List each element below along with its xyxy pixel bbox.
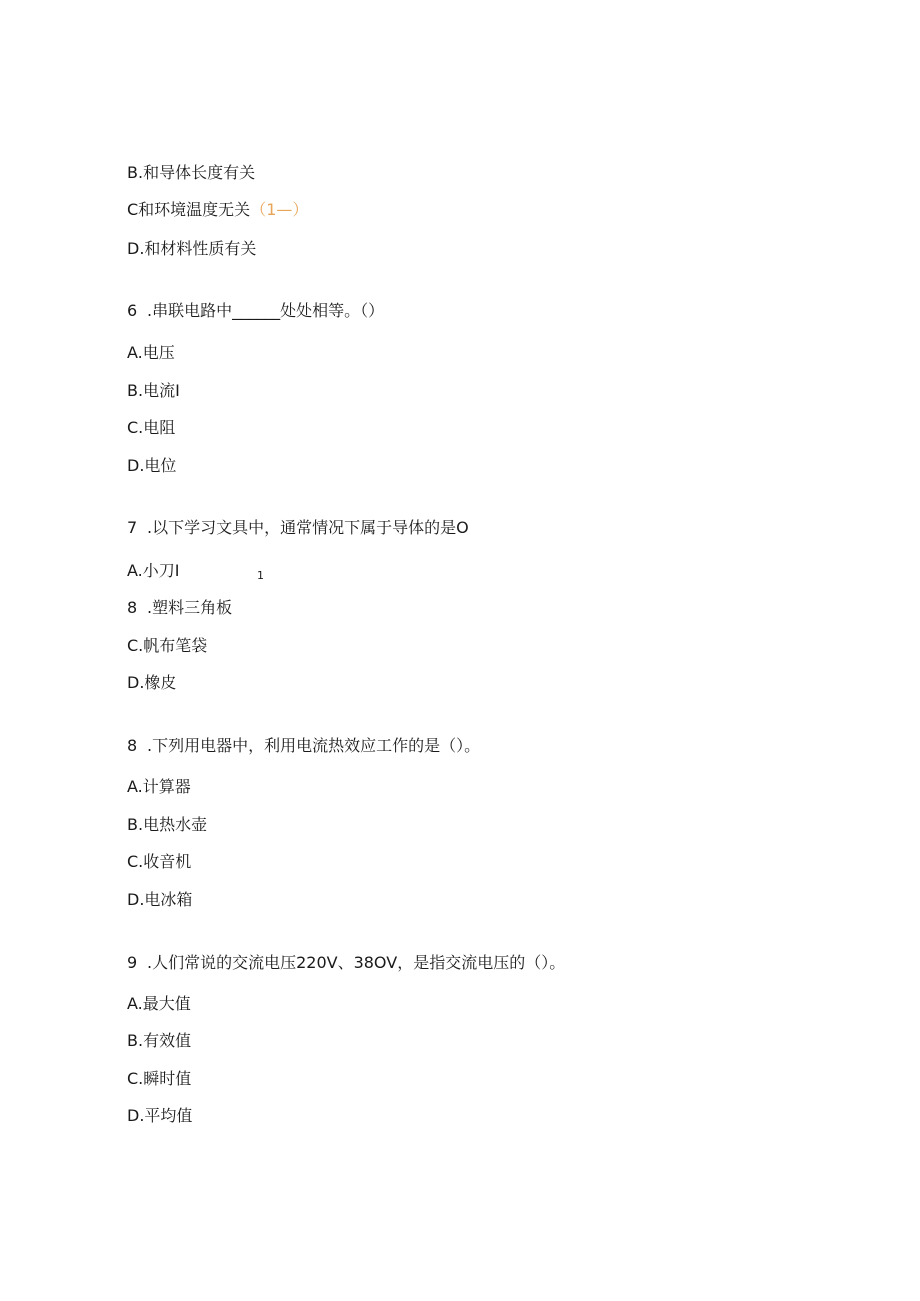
q5-option-d: [127, 239, 256, 259]
option-text: C.电阻: [127, 418, 176, 437]
question-text: .下列用电器中，利用电流热效应工作的是（）。: [147, 736, 481, 755]
option-text: B.电流I: [127, 381, 180, 400]
q6-option-a: [127, 343, 175, 363]
option-number: 8: [127, 598, 138, 617]
question-number: 7: [127, 518, 138, 537]
option-text: D.和材料性质有关: [127, 239, 257, 258]
question-number: 8: [127, 736, 138, 755]
option-text: D.橡皮: [127, 673, 177, 692]
q9-option-d: [127, 1106, 192, 1126]
q8-stem: [127, 736, 480, 756]
option-text: A.电压: [127, 343, 175, 362]
q7-stem: [127, 518, 469, 538]
q7-option-c: [127, 636, 207, 656]
q7-option-d: [127, 673, 176, 693]
question-text: .人们常说的交流电压220V、38OV，是指交流电压的（）。: [147, 953, 566, 972]
question-text: .以下学习文具中，通常情况下属于导体的是O: [147, 518, 469, 537]
option-text: D.平均值: [127, 1106, 193, 1125]
q5-option-c: [127, 200, 308, 220]
q7-option-b: [127, 598, 232, 618]
q9-option-b: [127, 1031, 191, 1051]
q6-option-c: [127, 418, 175, 438]
option-text: B.电热水壶: [127, 815, 208, 834]
q8-option-b: [127, 815, 207, 835]
option-text: D.电冰箱: [127, 890, 193, 909]
q8-option-a: [127, 777, 191, 797]
option-text: C.收音机: [127, 852, 192, 871]
question-number: 9: [127, 953, 138, 972]
option-text: C.瞬时值: [127, 1069, 192, 1088]
q6-option-b: [127, 381, 180, 401]
option-text: .塑料三角板: [147, 598, 233, 617]
option-text: C和环境温度无关: [127, 200, 251, 219]
option-text: C.帆布笔袋: [127, 636, 208, 655]
option-text: B.和导体长度有关: [127, 163, 256, 182]
q9-stem: [127, 953, 565, 973]
q7-option-a: [127, 561, 179, 581]
option-text: D.电位: [127, 456, 177, 475]
q9-option-c: [127, 1069, 191, 1089]
option-text: A.最大值: [127, 994, 191, 1013]
q8-option-c: [127, 852, 191, 872]
q9-option-a: [127, 994, 191, 1014]
q6-stem: [127, 301, 384, 321]
q5-option-b: [127, 163, 255, 183]
answer-mark: （1—）: [250, 200, 309, 219]
option-text: B.有效值: [127, 1031, 192, 1050]
question-number: 6: [127, 301, 138, 320]
q6-option-d: [127, 456, 176, 476]
option-text: A.小刀I: [127, 561, 180, 580]
question-text: .串联电路中______处处相等。（）: [147, 301, 385, 320]
option-text: A.计算器: [127, 777, 191, 796]
side-mark: 1: [257, 569, 264, 582]
q8-option-d: [127, 890, 192, 910]
